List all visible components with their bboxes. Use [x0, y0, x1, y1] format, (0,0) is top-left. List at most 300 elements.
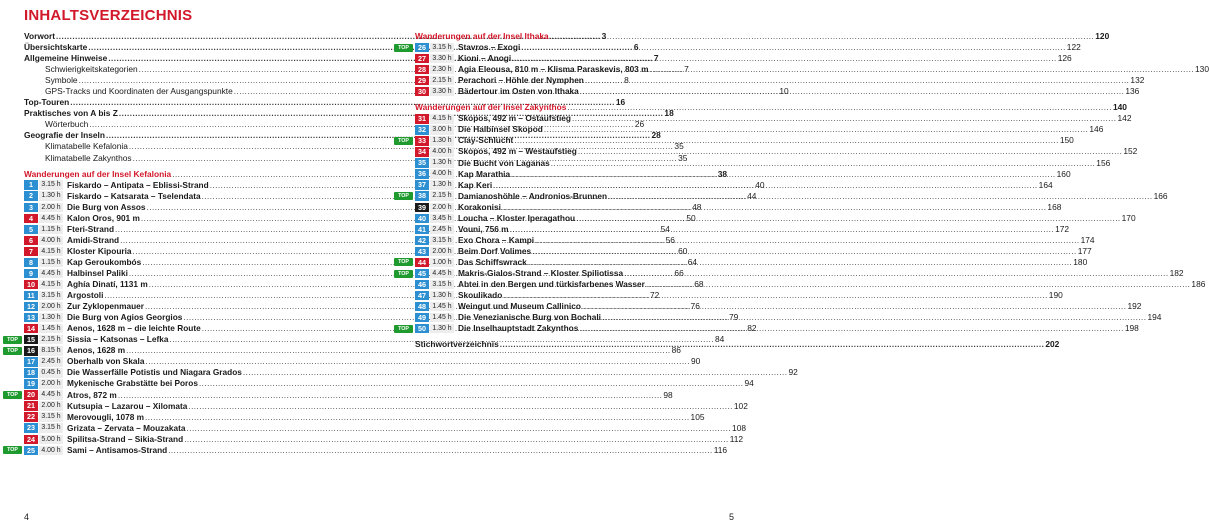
- toc-entry-label: Fteri-Strand: [67, 223, 115, 234]
- toc-entry-label: Wörterbuch: [45, 119, 89, 130]
- toc-section-heading[interactable]: [415, 31, 1110, 42]
- toc-page-number: 172: [1055, 223, 1070, 234]
- hike-duration: 3.00 h: [430, 125, 454, 134]
- toc-hike-entry[interactable]: [415, 124, 1104, 135]
- toc-entry-label: Kap Keri: [458, 179, 493, 190]
- toc-entry-label: Stichwortverzeichnis: [415, 339, 499, 350]
- hike-number-badge: 16: [24, 346, 38, 355]
- toc-page-number: 182: [1169, 268, 1184, 278]
- toc-page-number: 84: [715, 334, 725, 345]
- toc-page-number: 202: [1045, 339, 1060, 350]
- toc-page-number: 122: [1066, 42, 1081, 53]
- toc-page-number: 40: [755, 179, 765, 190]
- toc-page-number: 164: [1038, 179, 1053, 190]
- toc-hike-entry[interactable]: [415, 146, 1138, 157]
- dot-leader: [532, 246, 1077, 257]
- hike-number-badge: 32: [415, 125, 429, 134]
- hike-number-badge: 48: [415, 302, 429, 311]
- toc-entry-label: Weingut und Museum Callinico: [458, 301, 581, 312]
- hike-number-badge: 8: [24, 258, 38, 267]
- hike-duration: 4.00 h: [39, 236, 63, 245]
- toc-hike-entry[interactable]: [398, 135, 1074, 146]
- toc-page-number: 112: [729, 433, 744, 444]
- toc-page-number: 86: [671, 345, 681, 356]
- toc-hike-entry[interactable]: [415, 201, 1062, 213]
- hike-duration: 2.00 h: [39, 302, 63, 311]
- toc-entry-label: Aenos, 1628 m – die leichte Route: [67, 323, 201, 334]
- toc-page-number: 146: [1089, 124, 1104, 135]
- toc-hike-entry[interactable]: [24, 422, 747, 434]
- toc-hike-entry[interactable]: [415, 53, 1072, 64]
- toc-entry-label: Die Burg von Assos: [67, 201, 146, 212]
- hike-number-badge: 15: [24, 335, 38, 344]
- toc-entry-label: Die Wasserfälle Potistis und Niagara Grados: [67, 367, 242, 378]
- top-tour-badge: TOP: [394, 192, 413, 200]
- toc-entry-label: Amidi-Strand: [67, 234, 120, 245]
- hike-duration: 3.15 h: [39, 291, 63, 300]
- toc-entry-label: Wanderungen auf der Insel Kefalonia: [24, 168, 172, 179]
- hike-number-badge: 19: [24, 379, 38, 388]
- hike-number-badge: 46: [415, 280, 429, 289]
- toc-page-number: 168: [1047, 201, 1062, 212]
- hike-number-badge: 24: [24, 435, 38, 444]
- toc-hike-entry[interactable]: [415, 157, 1111, 169]
- hike-duration: 0.45 h: [39, 368, 63, 377]
- toc-page-number: 48: [692, 201, 702, 212]
- toc-entry-label: Fiskardo – Katsarata – Tselendata: [67, 190, 201, 201]
- hike-number-badge: 17: [24, 357, 38, 366]
- dot-leader: [514, 135, 1059, 146]
- toc-entry-label: Grizata – Zervata – Mouzakata: [67, 422, 186, 433]
- toc-entry[interactable]: [415, 339, 1060, 350]
- toc-hike-entry[interactable]: [398, 256, 1088, 268]
- hike-duration: 2.30 h: [430, 65, 454, 74]
- toc-hike-entry[interactable]: [415, 279, 1206, 290]
- hike-duration: 1.30 h: [430, 324, 454, 333]
- toc-entry-label: Abtei in den Bergen und türkisfarbenes Wasser: [458, 279, 645, 290]
- hike-duration: 4.00 h: [39, 446, 63, 455]
- toc-entry-label: Bädertour im Osten von Ithaka: [458, 86, 579, 97]
- hike-number-badge: 18: [24, 368, 38, 377]
- hike-duration: 1.15 h: [39, 258, 63, 267]
- toc-entry-label: Die Venezianische Burg von Bochali: [458, 312, 601, 323]
- toc-hike-entry[interactable]: [415, 301, 1142, 312]
- hike-duration: 1.30 h: [39, 313, 63, 322]
- dot-leader: [550, 31, 1095, 42]
- hike-duration: 1.30 h: [430, 180, 454, 189]
- hike-duration: 3.15 h: [430, 280, 454, 289]
- toc-entry-label: Sami – Antisamos-Strand: [67, 444, 168, 455]
- toc-page-number: 98: [663, 389, 673, 400]
- toc-page-number: 105: [690, 411, 705, 422]
- toc-entry-label: Kap Geroukombós: [67, 256, 142, 267]
- hike-duration: 2.00 h: [39, 379, 63, 388]
- dot-leader: [649, 64, 1194, 75]
- hike-duration: 2.00 h: [39, 203, 63, 212]
- toc-page-number: 26: [634, 119, 645, 130]
- toc-page-number: 170: [1121, 212, 1136, 223]
- toc-page-number: 198: [1124, 323, 1139, 334]
- toc-page-number: 79: [728, 312, 739, 323]
- toc-entry-label: Kioni – Anogi: [458, 53, 512, 64]
- hike-duration: 1.45 h: [430, 302, 454, 311]
- toc-hike-entry[interactable]: [415, 245, 1092, 257]
- hike-number-badge: 27: [415, 54, 429, 63]
- hike-duration: 3.15 h: [39, 423, 63, 432]
- toc-page-number: 6: [633, 42, 639, 53]
- toc-page-number: 192: [1127, 301, 1142, 312]
- toc-page-number: 186: [1191, 279, 1206, 290]
- toc-entry-label: Top-Touren: [24, 97, 70, 108]
- hike-duration: 1.45 h: [39, 324, 63, 333]
- toc-entry-label: Klimatabelle Zakynthos: [45, 152, 132, 163]
- toc-entry-label: Atros, 872 m: [67, 389, 117, 400]
- hike-number-badge: 40: [415, 214, 429, 223]
- toc-hike-entry[interactable]: [24, 411, 705, 423]
- toc-page-number: 66: [674, 268, 684, 278]
- dot-leader: [624, 268, 1169, 279]
- toc-hike-entry[interactable]: [24, 356, 701, 367]
- hike-number-badge: 9: [24, 269, 38, 278]
- toc-entry-label: Die Inselhauptstadt Zakynthos: [458, 323, 579, 334]
- hike-duration: 2.15 h: [430, 191, 454, 200]
- toc-page-number: 142: [1117, 113, 1132, 124]
- toc-hike-entry[interactable]: [415, 64, 1209, 75]
- hike-duration: 1.30 h: [430, 158, 454, 167]
- toc-page-number: 92: [788, 367, 798, 378]
- toc-page-number: 3: [601, 31, 607, 42]
- toc-page-number: 190: [1048, 290, 1063, 301]
- hike-duration: 1.30 h: [430, 136, 454, 145]
- hike-duration: 3.15 h: [39, 412, 63, 421]
- toc-entry-label: Kalon Oros, 901 m: [67, 212, 140, 223]
- dot-leader: [528, 257, 1073, 268]
- hike-duration: 2.00 h: [39, 401, 63, 410]
- toc-entry-label: Merovougli, 1078 m: [67, 411, 145, 422]
- toc-entry-label: Geografie der Inseln: [24, 130, 105, 141]
- toc-hike-entry[interactable]: [7, 345, 681, 356]
- hike-duration: 4.45 h: [39, 269, 63, 278]
- toc-page-number: 102: [733, 400, 748, 411]
- hike-number-badge: 36: [415, 169, 429, 178]
- hike-number-badge: 1: [24, 180, 38, 189]
- toc-page-number: 116: [713, 444, 728, 455]
- toc-entry-label: Kloster Kipouria: [67, 245, 132, 256]
- right-page-number: 5: [728, 512, 734, 522]
- hike-number-badge: 43: [415, 247, 429, 256]
- hike-number-badge: 22: [24, 412, 38, 421]
- hike-duration: 4.45 h: [39, 390, 63, 399]
- hike-duration: 4.00 h: [430, 169, 454, 178]
- toc-page-number: 7: [653, 53, 659, 64]
- dot-leader: [582, 301, 1127, 312]
- top-tour-badge: TOP: [3, 391, 22, 399]
- toc-entry-label: Stavros – Exogi: [458, 42, 521, 53]
- dot-leader: [511, 169, 1056, 180]
- toc-page-number: 35: [674, 141, 684, 152]
- toc-page-number: 28: [651, 130, 661, 141]
- hike-duration: 4.15 h: [39, 280, 63, 289]
- dot-leader: [608, 191, 1153, 202]
- toc-entry-label: Halbinsel Paliki: [67, 268, 128, 278]
- hike-duration: 4.15 h: [430, 114, 454, 123]
- hike-duration: 8.15 h: [39, 346, 63, 355]
- hike-number-badge: 26: [415, 43, 429, 52]
- dot-leader: [585, 75, 1130, 86]
- hike-number-badge: 34: [415, 147, 429, 156]
- hike-number-badge: 41: [415, 225, 429, 234]
- toc-page-number: 132: [1130, 75, 1145, 86]
- hike-duration: 1.30 h: [39, 191, 63, 200]
- toc-hike-entry[interactable]: [415, 290, 1063, 301]
- toc-page-number: 94: [744, 378, 754, 389]
- toc-page-number: 35: [678, 152, 688, 163]
- toc-page-number: 108: [732, 422, 747, 433]
- dot-leader: [572, 113, 1117, 124]
- dot-leader: [510, 224, 1055, 235]
- toc-entry-label: Beim Dorf Volimes: [458, 245, 532, 256]
- toc-page-number: 54: [660, 223, 670, 234]
- toc-hike-entry[interactable]: [7, 444, 728, 456]
- toc-entry-label: Schwierigkeitskategorien: [45, 64, 138, 75]
- toc-page-number: 64: [687, 256, 698, 267]
- toc-page-number: 130: [1195, 64, 1209, 75]
- top-tour-badge: TOP: [394, 137, 413, 145]
- toc-entry-label: Spilitsa-Strand – Sikia-Strand: [67, 433, 184, 444]
- toc-entry-label: Agia Eleousa, 810 m – Klisma Paraskevis, 803 m: [458, 64, 649, 75]
- toc-page-number: 160: [1056, 168, 1071, 179]
- hike-duration: 4.15 h: [39, 247, 63, 256]
- hike-duration: 2.00 h: [430, 203, 454, 212]
- toc-entry-label: Das Schiffswrack: [458, 256, 527, 267]
- hike-number-badge: 44: [415, 258, 429, 267]
- hike-duration: 2.15 h: [39, 335, 63, 344]
- dot-leader: [544, 124, 1089, 135]
- dot-leader: [578, 146, 1123, 157]
- hike-duration: 1.00 h: [430, 258, 454, 267]
- hike-number-badge: 47: [415, 291, 429, 300]
- toc-section-heading[interactable]: [415, 102, 1127, 113]
- hike-number-badge: 33: [415, 136, 429, 145]
- toc-entry-label: Zur Zyklopenmauer: [67, 301, 144, 312]
- hike-number-badge: 31: [415, 114, 429, 123]
- dot-leader: [567, 102, 1112, 113]
- hike-duration: 3.15 h: [430, 236, 454, 245]
- toc-page-number: 177: [1077, 245, 1092, 256]
- hike-number-badge: 21: [24, 401, 38, 410]
- toc-title: INHALTSVERZEICHNIS: [24, 7, 193, 24]
- toc-page-number: 68: [694, 279, 704, 290]
- hike-duration: 3.30 h: [430, 87, 454, 96]
- hike-duration: 4.45 h: [430, 269, 454, 278]
- toc-entry-label: Skopos, 492 m – Ostaufstieg: [458, 113, 571, 124]
- toc-entry-label: Wanderungen auf der Insel Zakynthos: [415, 102, 567, 113]
- toc-page-number: 44: [747, 190, 757, 201]
- toc-hike-entry[interactable]: [415, 223, 1070, 235]
- hike-number-badge: 25: [24, 446, 38, 455]
- toc-entry-label: Makris-Gialos-Strand – Kloster Spiliotissa: [458, 268, 624, 278]
- top-tour-badge: TOP: [3, 446, 22, 454]
- toc-page-number: 72: [649, 290, 660, 301]
- toc-hike-entry[interactable]: [24, 433, 744, 445]
- toc-page-number: 120: [1095, 31, 1110, 42]
- hike-number-badge: 4: [24, 214, 38, 223]
- toc-entry-label: Allgemeine Hinweise: [24, 53, 108, 64]
- top-tour-badge: TOP: [394, 258, 413, 266]
- hike-number-badge: 11: [24, 291, 38, 300]
- toc-hike-entry[interactable]: [398, 268, 1184, 279]
- toc-entry-label: Argostoli: [67, 290, 104, 301]
- hike-number-badge: 7: [24, 247, 38, 256]
- hike-number-badge: 23: [24, 423, 38, 432]
- toc-entry-label: Kutsupia – Lazarou – Xilomata: [67, 400, 188, 411]
- toc-page-number: 166: [1153, 190, 1168, 201]
- dot-leader: [580, 86, 1125, 97]
- toc-page-number: 136: [1125, 86, 1140, 97]
- left-page-number: 4: [24, 512, 30, 522]
- toc-entry-label: Clay-Schlucht: [458, 135, 514, 146]
- toc-entry-label: Wanderungen auf der Insel Ithaka: [415, 31, 549, 42]
- toc-entry-label: Symbole: [45, 75, 78, 86]
- toc-entry-label: Die Bucht von Laganas: [458, 157, 550, 168]
- toc-page-number: 140: [1112, 102, 1127, 113]
- right-page: [375, 0, 1209, 530]
- top-tour-badge: TOP: [3, 336, 22, 344]
- hike-number-badge: 2: [24, 191, 38, 200]
- hike-number-badge: 37: [415, 180, 429, 189]
- hike-duration: 2.00 h: [430, 247, 454, 256]
- toc-entry-label: Vouni, 756 m: [458, 223, 509, 234]
- toc-hike-entry[interactable]: [398, 42, 1081, 53]
- dot-leader: [646, 279, 1191, 290]
- hike-duration: 3.15 h: [430, 43, 454, 52]
- hike-number-badge: 39: [415, 203, 429, 212]
- dot-leader: [576, 213, 1121, 224]
- toc-hike-entry[interactable]: [415, 113, 1132, 124]
- toc-hike-entry[interactable]: [415, 212, 1136, 224]
- toc-hike-entry[interactable]: [24, 400, 748, 412]
- hike-number-badge: 29: [415, 76, 429, 85]
- hike-number-badge: 35: [415, 158, 429, 167]
- hike-number-badge: 10: [24, 280, 38, 289]
- toc-page-number: 7: [684, 64, 689, 75]
- dot-leader: [503, 290, 1048, 301]
- hike-number-badge: 13: [24, 313, 38, 322]
- top-tour-badge: TOP: [394, 44, 413, 52]
- hike-number-badge: 28: [415, 65, 429, 74]
- toc-page-number: 82: [747, 323, 757, 334]
- toc-hike-entry[interactable]: [415, 234, 1095, 246]
- toc-hike-entry[interactable]: [7, 389, 673, 401]
- hike-duration: 1.15 h: [39, 225, 63, 234]
- hike-duration: 2.15 h: [430, 76, 454, 85]
- hike-duration: 4.00 h: [430, 147, 454, 156]
- hike-duration: 2.45 h: [430, 225, 454, 234]
- hike-number-badge: 5: [24, 225, 38, 234]
- dot-leader: [551, 158, 1096, 169]
- dot-leader: [602, 312, 1147, 323]
- toc-hike-entry[interactable]: [24, 367, 798, 378]
- hike-duration: 5.00 h: [39, 435, 63, 444]
- toc-entry-label: Loucha – Kloster Iperagathou: [458, 212, 576, 223]
- hike-duration: 3.30 h: [430, 54, 454, 63]
- toc-page-number: 10: [779, 86, 789, 97]
- toc-entry-label: Korakonisi: [458, 201, 501, 212]
- toc-entry-label: Die Burg von Agios Georgios: [67, 312, 183, 323]
- toc-page-number: 56: [665, 234, 675, 245]
- toc-hike-entry[interactable]: [415, 312, 1162, 323]
- hike-number-badge: 14: [24, 324, 38, 333]
- toc-hike-entry[interactable]: [415, 168, 1071, 180]
- hike-number-badge: 30: [415, 87, 429, 96]
- toc-entry-label: Sissia – Katsonas – Lefka: [67, 334, 169, 345]
- toc-entry-label: Skoulikado: [458, 290, 503, 301]
- toc-page-number: 156: [1096, 157, 1111, 168]
- toc-hike-entry[interactable]: [24, 378, 754, 389]
- toc-entry-label: Perachori – Höhle der Nymphen: [458, 75, 584, 86]
- toc-page-number: 38: [717, 168, 728, 179]
- dot-leader: [500, 339, 1045, 350]
- top-tour-badge: TOP: [394, 270, 413, 278]
- hike-duration: 1.30 h: [430, 291, 454, 300]
- top-tour-badge: TOP: [3, 347, 22, 355]
- toc-entry-label: Aghía Dinatí, 1131 m: [67, 279, 148, 290]
- toc-entry-label: Damianoshöhle – Andronios-Brunnen: [458, 190, 608, 201]
- toc-page-number: 152: [1123, 146, 1138, 157]
- toc-page-number: 8: [624, 75, 629, 86]
- dot-leader: [502, 202, 1047, 213]
- toc-entry-label: Mykenische Grabstätte bei Poros: [67, 378, 198, 389]
- toc-entry-label: Klimatabelle Kefalonia: [45, 141, 128, 152]
- toc-entry-label: GPS-Tracks und Koordinaten der Ausgangspunkte: [45, 86, 233, 97]
- hike-duration: 1.45 h: [430, 313, 454, 322]
- toc-entry-label: Aenos, 1628 m: [67, 345, 126, 356]
- dot-leader: [493, 180, 1038, 191]
- dot-leader: [535, 235, 1080, 246]
- hike-number-badge: 12: [24, 302, 38, 311]
- toc-entry-label: Skopos, 492 m – Westaufstieg: [458, 146, 577, 157]
- toc-entry-label: Fiskardo – Antipata – Eblissi-Strand: [67, 179, 209, 190]
- toc-hike-entry[interactable]: [415, 75, 1145, 86]
- hike-number-badge: 45: [415, 269, 429, 278]
- right-toc-list: [398, 31, 1209, 350]
- hike-number-badge: 20: [24, 390, 38, 399]
- top-tour-badge: TOP: [394, 325, 413, 333]
- toc-page-number: 174: [1080, 234, 1095, 245]
- dot-leader: [521, 42, 1066, 53]
- toc-page-number: 16: [615, 97, 626, 108]
- hike-number-badge: 3: [24, 203, 38, 212]
- toc-entry-label: Praktisches von A bis Z: [24, 108, 118, 119]
- toc-page-number: 76: [690, 301, 700, 312]
- dot-leader: [512, 53, 1057, 64]
- hike-duration: 3.45 h: [430, 214, 454, 223]
- toc-page-number: 50: [686, 212, 696, 223]
- toc-page-number: 180: [1073, 256, 1088, 267]
- dot-leader: [579, 323, 1124, 334]
- toc-page-number: 126: [1057, 53, 1072, 64]
- hike-duration: 2.45 h: [39, 357, 63, 366]
- toc-page-number: 18: [664, 108, 674, 119]
- toc-page-number: 60: [678, 245, 688, 256]
- toc-entry-label: Übersichtskarte: [24, 42, 88, 53]
- toc-page-number: 150: [1059, 135, 1074, 146]
- hike-number-badge: 49: [415, 313, 429, 322]
- toc-entry-label: Die Halbinsel Skopod: [458, 124, 543, 135]
- toc-entry-label: Kap Marathia: [458, 168, 511, 179]
- toc-page-number: 90: [691, 356, 701, 367]
- hike-number-badge: 6: [24, 236, 38, 245]
